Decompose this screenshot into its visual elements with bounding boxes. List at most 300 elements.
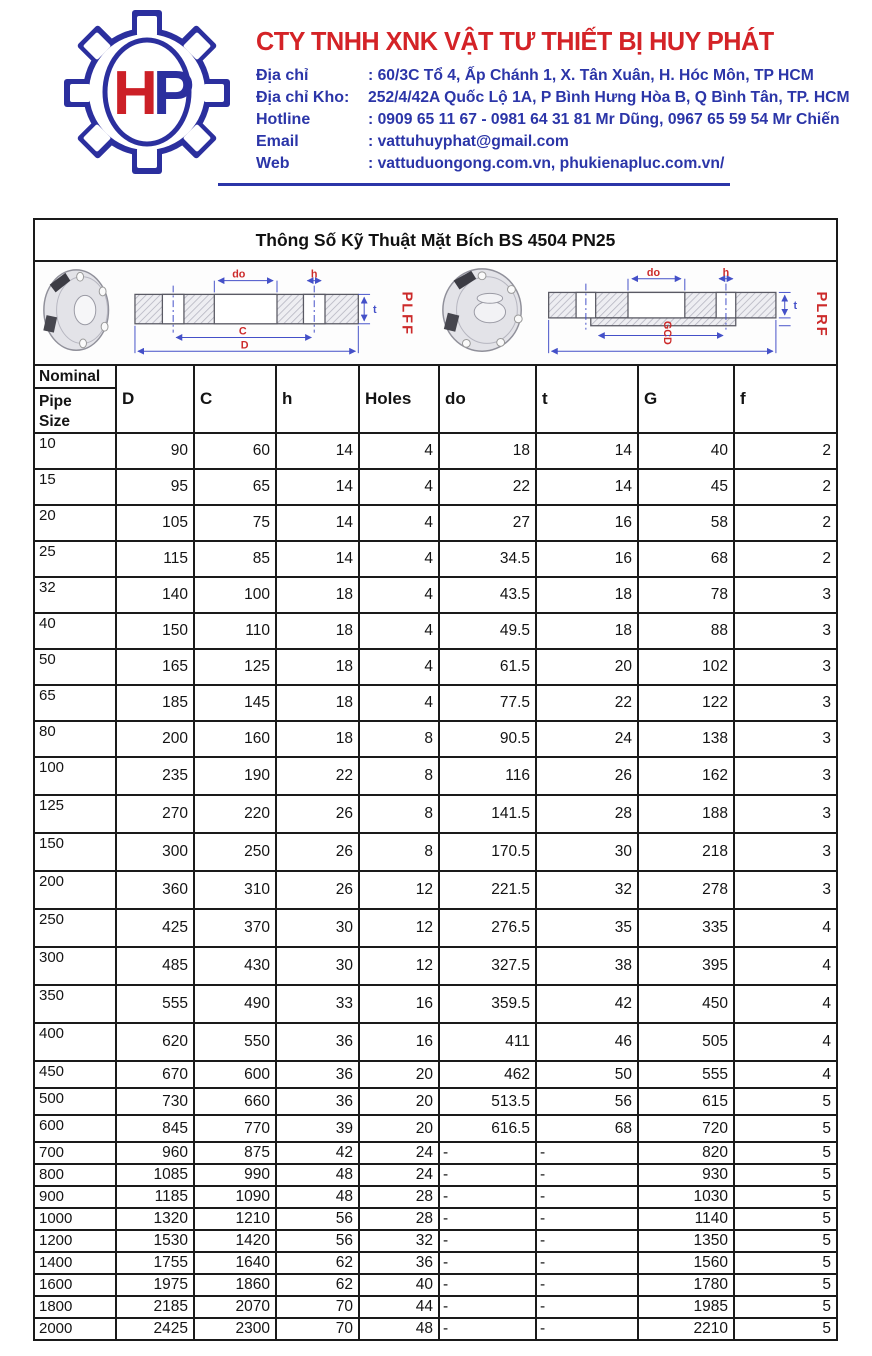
cell-value: 360	[116, 871, 194, 909]
cell-nominal-size: 150	[34, 833, 116, 871]
cell-value: 220	[194, 795, 276, 833]
cell-value: 5	[734, 1318, 837, 1340]
table-row	[34, 795, 837, 833]
cell-value: 4	[359, 433, 439, 469]
spec-table-body	[34, 433, 837, 1340]
cell-value: -	[536, 1274, 638, 1296]
header-col-holes: Holes	[359, 365, 439, 433]
cell-value: 200	[116, 721, 194, 757]
cell-value: 44	[359, 1296, 439, 1318]
cell-value: 276.5	[439, 909, 536, 947]
cell-value: 616.5	[439, 1115, 536, 1142]
cell-value: 26	[276, 871, 359, 909]
header-col-d: D	[116, 365, 194, 433]
cell-value: 18	[276, 613, 359, 649]
table-row	[34, 1061, 837, 1088]
cell-value: 2	[734, 541, 837, 577]
contact-value: : 60/3C Tổ 4, Ấp Chánh 1, X. Tân Xuân, H. Hóc Môn, TP HCM	[368, 67, 814, 84]
cell-value: 45	[638, 469, 734, 505]
cell-value: 845	[116, 1115, 194, 1142]
cell-value: 411	[439, 1023, 536, 1061]
cell-value: 110	[194, 613, 276, 649]
table-row	[34, 1115, 837, 1142]
cell-value: 1210	[194, 1208, 276, 1230]
table-row	[34, 1318, 837, 1340]
cell-value: -	[439, 1252, 536, 1274]
cell-value: 12	[359, 947, 439, 985]
cell-nominal-size: 20	[34, 505, 116, 541]
cell-value: 22	[536, 685, 638, 721]
cell-value: 615	[638, 1088, 734, 1115]
table-row	[34, 757, 837, 795]
cell-value: 140	[116, 577, 194, 613]
cell-value: 425	[116, 909, 194, 947]
contact-label: Địa chỉ	[256, 67, 309, 84]
dim-label-h: h	[722, 266, 730, 279]
cell-value: 278	[638, 871, 734, 909]
cell-nominal-size: 32	[34, 577, 116, 613]
cell-value: 26	[276, 795, 359, 833]
cell-value: 185	[116, 685, 194, 721]
cell-value: 555	[638, 1061, 734, 1088]
header-col-g: G	[638, 365, 734, 433]
cell-value: 5	[734, 1296, 837, 1318]
cell-value: 116	[439, 757, 536, 795]
cell-value: 14	[536, 469, 638, 505]
contact-label: Web	[256, 155, 290, 172]
table-row	[34, 985, 837, 1023]
cell-value: 270	[116, 795, 194, 833]
cell-value: 95	[116, 469, 194, 505]
header-divider	[218, 183, 730, 186]
flange-photo	[443, 269, 522, 351]
cell-value: 3	[734, 871, 837, 909]
cell-value: 35	[536, 909, 638, 947]
cell-value: 1350	[638, 1230, 734, 1252]
table-row	[34, 1274, 837, 1296]
cell-value: 8	[359, 795, 439, 833]
company-name: CTY TNHH XNK VẬT TƯ THIẾT BỊ HUY PHÁT	[256, 26, 774, 56]
header-nominal-pipe-size	[34, 365, 116, 433]
cell-nominal-size: 1400	[34, 1252, 116, 1274]
cell-value: 5	[734, 1115, 837, 1142]
cell-value: 5	[734, 1208, 837, 1230]
cell-value: 36	[276, 1088, 359, 1115]
cell-value: 49.5	[439, 613, 536, 649]
cell-value: -	[536, 1142, 638, 1164]
gear-logo-icon	[58, 8, 236, 176]
header-col-h: h	[276, 365, 359, 433]
cell-value: 18	[439, 433, 536, 469]
contact-row-web	[256, 153, 859, 175]
cell-value: 36	[276, 1023, 359, 1061]
table-header-row	[34, 365, 837, 433]
header-col-c: C	[194, 365, 276, 433]
cell-value: 218	[638, 833, 734, 871]
cell-value: 550	[194, 1023, 276, 1061]
contact-label: Hotline	[256, 111, 311, 128]
cell-value: 770	[194, 1115, 276, 1142]
cell-value: 18	[276, 721, 359, 757]
cell-value: 90	[116, 433, 194, 469]
contact-value: 252/4/42A Quốc Lộ 1A, P Bình Hưng Hòa B, Q Bình Tân, TP. HCM	[368, 89, 850, 106]
cell-value: 75	[194, 505, 276, 541]
cell-nominal-size: 1600	[34, 1274, 116, 1296]
cell-value: 77.5	[439, 685, 536, 721]
cell-value: 1030	[638, 1186, 734, 1208]
cell-value: 720	[638, 1115, 734, 1142]
cell-value: 4	[734, 909, 837, 947]
table-row	[34, 613, 837, 649]
header-line-nominal: Nominal	[35, 366, 115, 389]
cell-value: 4	[734, 1023, 837, 1061]
dim-label-d: D	[240, 339, 249, 352]
cell-value: 3	[734, 649, 837, 685]
cell-value: 1085	[116, 1164, 194, 1186]
cell-value: 28	[359, 1208, 439, 1230]
cell-value: 39	[276, 1115, 359, 1142]
dim-label-gcd: GCD	[661, 320, 674, 345]
cell-value: 58	[638, 505, 734, 541]
cell-value: 5	[734, 1274, 837, 1296]
cell-value: 600	[194, 1061, 276, 1088]
cell-value: 20	[359, 1115, 439, 1142]
contact-label: Địa chỉ Kho:	[256, 89, 350, 106]
cell-value: 660	[194, 1088, 276, 1115]
cell-value: 61.5	[439, 649, 536, 685]
company-logo	[58, 8, 236, 176]
cell-nominal-size: 10	[34, 433, 116, 469]
flange-drawing-raised-face	[436, 265, 834, 361]
cell-value: 188	[638, 795, 734, 833]
cell-value: -	[536, 1230, 638, 1252]
cell-value: 18	[276, 685, 359, 721]
cell-value: 2300	[194, 1318, 276, 1340]
cell-value: 1320	[116, 1208, 194, 1230]
cell-nominal-size: 15	[34, 469, 116, 505]
cell-value: 48	[359, 1318, 439, 1340]
cell-value: 56	[536, 1088, 638, 1115]
flange-drawing-flat-face	[37, 265, 421, 361]
cell-value: -	[439, 1186, 536, 1208]
cell-value: 138	[638, 721, 734, 757]
cell-value: 2	[734, 505, 837, 541]
header-word-pipe: Pipe	[39, 393, 72, 410]
contact-row-warehouse	[256, 87, 859, 109]
cell-value: 100	[194, 577, 276, 613]
cell-value: 5	[734, 1252, 837, 1274]
cell-nominal-size: 350	[34, 985, 116, 1023]
header-word-size: Size	[39, 413, 71, 430]
drawing-badge-plff: PLFF	[398, 291, 415, 337]
cell-value: 40	[359, 1274, 439, 1296]
cell-value: 28	[359, 1186, 439, 1208]
cell-value: 16	[536, 505, 638, 541]
cell-value: 221.5	[439, 871, 536, 909]
cell-value: 4	[359, 541, 439, 577]
cell-value: 50	[536, 1061, 638, 1088]
cell-value: 5	[734, 1164, 837, 1186]
header-col-do: do	[439, 365, 536, 433]
cell-value: 990	[194, 1164, 276, 1186]
cell-nominal-size: 125	[34, 795, 116, 833]
cell-value: -	[439, 1296, 536, 1318]
contact-row-email	[256, 131, 859, 153]
cell-value: 38	[536, 947, 638, 985]
cell-value: 4	[359, 505, 439, 541]
contact-value: : vattuduongong.com.vn, phukienapluc.com.vn/	[368, 155, 725, 172]
table-row	[34, 1230, 837, 1252]
cell-value: 4	[359, 577, 439, 613]
logo-letter-p: P	[153, 59, 195, 128]
cell-value: 310	[194, 871, 276, 909]
cell-value: 20	[359, 1088, 439, 1115]
cell-value: 1560	[638, 1252, 734, 1274]
cell-value: 16	[536, 541, 638, 577]
cell-value: 30	[536, 833, 638, 871]
cell-value: 359.5	[439, 985, 536, 1023]
header-col-t: t	[536, 365, 638, 433]
cell-value: 2425	[116, 1318, 194, 1340]
cell-value: -	[536, 1296, 638, 1318]
table-row	[34, 947, 837, 985]
cell-value: 1640	[194, 1252, 276, 1274]
cell-value: 170.5	[439, 833, 536, 871]
cell-value: 24	[536, 721, 638, 757]
cell-value: 22	[276, 757, 359, 795]
contact-label: Email	[256, 133, 299, 150]
cell-value: 3	[734, 795, 837, 833]
cell-value: 14	[276, 505, 359, 541]
table-row	[34, 685, 837, 721]
cell-value: 85	[194, 541, 276, 577]
dim-label-do: do	[647, 266, 661, 279]
cell-value: -	[536, 1164, 638, 1186]
flange-section	[135, 294, 358, 323]
cell-value: 18	[276, 649, 359, 685]
cell-value: -	[439, 1164, 536, 1186]
cell-value: 4	[359, 469, 439, 505]
cell-value: 4	[359, 613, 439, 649]
dim-label-t: t	[373, 304, 377, 316]
table-row	[34, 1023, 837, 1061]
cell-value: 1090	[194, 1186, 276, 1208]
contact-row-address	[256, 65, 859, 87]
cell-value: 102	[638, 649, 734, 685]
cell-value: 875	[194, 1142, 276, 1164]
cell-value: 42	[536, 985, 638, 1023]
cell-value: 36	[359, 1252, 439, 1274]
cell-value: 14	[276, 541, 359, 577]
cell-value: 235	[116, 757, 194, 795]
cell-value: 14	[276, 433, 359, 469]
cell-value: 4	[359, 685, 439, 721]
cell-value: 105	[116, 505, 194, 541]
cell-value: 16	[359, 1023, 439, 1061]
table-row	[34, 433, 837, 469]
cell-value: 24	[359, 1142, 439, 1164]
cell-value: 4	[734, 1061, 837, 1088]
cell-value: 8	[359, 833, 439, 871]
cell-nominal-size: 800	[34, 1164, 116, 1186]
cell-value: 2210	[638, 1318, 734, 1340]
cell-value: 18	[276, 577, 359, 613]
table-row	[34, 541, 837, 577]
cell-value: 43.5	[439, 577, 536, 613]
contact-value: : vattuhuyphat@gmail.com	[368, 133, 569, 150]
cell-value: 56	[276, 1208, 359, 1230]
cell-value: 30	[276, 909, 359, 947]
cell-value: 462	[439, 1061, 536, 1088]
cell-value: 1755	[116, 1252, 194, 1274]
cell-value: 42	[276, 1142, 359, 1164]
cell-nominal-size: 250	[34, 909, 116, 947]
cell-value: 513.5	[439, 1088, 536, 1115]
spec-sheet	[33, 218, 838, 1341]
letterhead	[58, 8, 859, 176]
cell-value: 26	[276, 833, 359, 871]
cell-value: 68	[536, 1115, 638, 1142]
cell-value: 8	[359, 721, 439, 757]
cell-nominal-size: 900	[34, 1186, 116, 1208]
cell-value: 250	[194, 833, 276, 871]
cell-value: 555	[116, 985, 194, 1023]
cell-value: 88	[638, 613, 734, 649]
cell-nominal-size: 65	[34, 685, 116, 721]
cell-value: 48	[276, 1164, 359, 1186]
cell-value: 141.5	[439, 795, 536, 833]
table-row	[34, 469, 837, 505]
cell-value: 12	[359, 909, 439, 947]
cell-nominal-size: 200	[34, 871, 116, 909]
cell-value: 70	[276, 1318, 359, 1340]
cell-value: 490	[194, 985, 276, 1023]
cell-value: 960	[116, 1142, 194, 1164]
cell-value: 62	[276, 1252, 359, 1274]
cell-nominal-size: 1800	[34, 1296, 116, 1318]
cell-value: 3	[734, 721, 837, 757]
cell-nominal-size: 400	[34, 1023, 116, 1061]
cell-value: -	[439, 1142, 536, 1164]
cell-value: 33	[276, 985, 359, 1023]
cell-value: 370	[194, 909, 276, 947]
table-row	[34, 649, 837, 685]
cell-value: 1530	[116, 1230, 194, 1252]
cell-value: 14	[276, 469, 359, 505]
cell-value: 60	[194, 433, 276, 469]
contact-value: : 0909 65 11 67 - 0981 64 31 81 Mr Dũng, 0967 65 59 54 Mr Chiến	[368, 111, 840, 128]
table-row	[34, 1186, 837, 1208]
table-row	[34, 871, 837, 909]
cell-value: 20	[359, 1061, 439, 1088]
cell-value: 78	[638, 577, 734, 613]
cell-value: 2070	[194, 1296, 276, 1318]
cell-value: 26	[536, 757, 638, 795]
contact-row-hotline	[256, 109, 859, 131]
cell-value: 5	[734, 1088, 837, 1115]
cell-value: -	[439, 1318, 536, 1340]
table-row	[34, 721, 837, 757]
cell-nominal-size: 50	[34, 649, 116, 685]
cell-value: 150	[116, 613, 194, 649]
cell-value: 730	[116, 1088, 194, 1115]
cell-value: 70	[276, 1296, 359, 1318]
cell-value: 125	[194, 649, 276, 685]
cell-value: 670	[116, 1061, 194, 1088]
cell-nominal-size: 700	[34, 1142, 116, 1164]
cell-value: 1860	[194, 1274, 276, 1296]
cell-value: 16	[359, 985, 439, 1023]
cell-value: 18	[536, 613, 638, 649]
cell-value: 1975	[116, 1274, 194, 1296]
cell-value: -	[439, 1208, 536, 1230]
cell-value: 930	[638, 1164, 734, 1186]
cell-value: 12	[359, 871, 439, 909]
cell-value: 3	[734, 757, 837, 795]
cell-value: 18	[536, 577, 638, 613]
cell-value: -	[536, 1252, 638, 1274]
cell-value: 450	[638, 985, 734, 1023]
cell-value: -	[536, 1186, 638, 1208]
cell-value: -	[439, 1230, 536, 1252]
logo-letter-h: H	[113, 59, 158, 128]
cell-value: 27	[439, 505, 536, 541]
table-row	[34, 1252, 837, 1274]
sheet-title: Thông Số Kỹ Thuật Mặt Bích BS 4504 PN25	[33, 218, 838, 262]
cell-value: 5	[734, 1230, 837, 1252]
cell-value: 65	[194, 469, 276, 505]
cell-value: 40	[638, 433, 734, 469]
cell-value: 48	[276, 1186, 359, 1208]
dim-label-t: t	[793, 300, 798, 313]
header-col-f: f	[734, 365, 837, 433]
cell-value: 3	[734, 833, 837, 871]
cell-value: 115	[116, 541, 194, 577]
cell-value: 36	[276, 1061, 359, 1088]
cell-nominal-size: 2000	[34, 1318, 116, 1340]
cell-value: 190	[194, 757, 276, 795]
cell-nominal-size: 25	[34, 541, 116, 577]
dim-label-c: C	[238, 325, 247, 338]
cell-value: -	[439, 1274, 536, 1296]
cell-value: 620	[116, 1023, 194, 1061]
cell-value: 1185	[116, 1186, 194, 1208]
cell-value: 395	[638, 947, 734, 985]
cell-value: 1985	[638, 1296, 734, 1318]
cell-nominal-size: 80	[34, 721, 116, 757]
cell-value: 3	[734, 685, 837, 721]
cell-nominal-size: 40	[34, 613, 116, 649]
cell-value: 1420	[194, 1230, 276, 1252]
cell-value: 430	[194, 947, 276, 985]
cell-value: 20	[536, 649, 638, 685]
cell-value: 32	[359, 1230, 439, 1252]
cell-value: -	[536, 1208, 638, 1230]
cell-value: 4	[734, 985, 837, 1023]
cell-value: 3	[734, 577, 837, 613]
cell-value: 300	[116, 833, 194, 871]
cell-value: 46	[536, 1023, 638, 1061]
table-row	[34, 1208, 837, 1230]
cell-nominal-size: 1000	[34, 1208, 116, 1230]
cell-value: 820	[638, 1142, 734, 1164]
cell-value: 327.5	[439, 947, 536, 985]
cell-value: 30	[276, 947, 359, 985]
cell-value: -	[536, 1318, 638, 1340]
cell-value: 505	[638, 1023, 734, 1061]
flange-photo	[43, 270, 108, 350]
dim-label-do: do	[232, 268, 246, 281]
